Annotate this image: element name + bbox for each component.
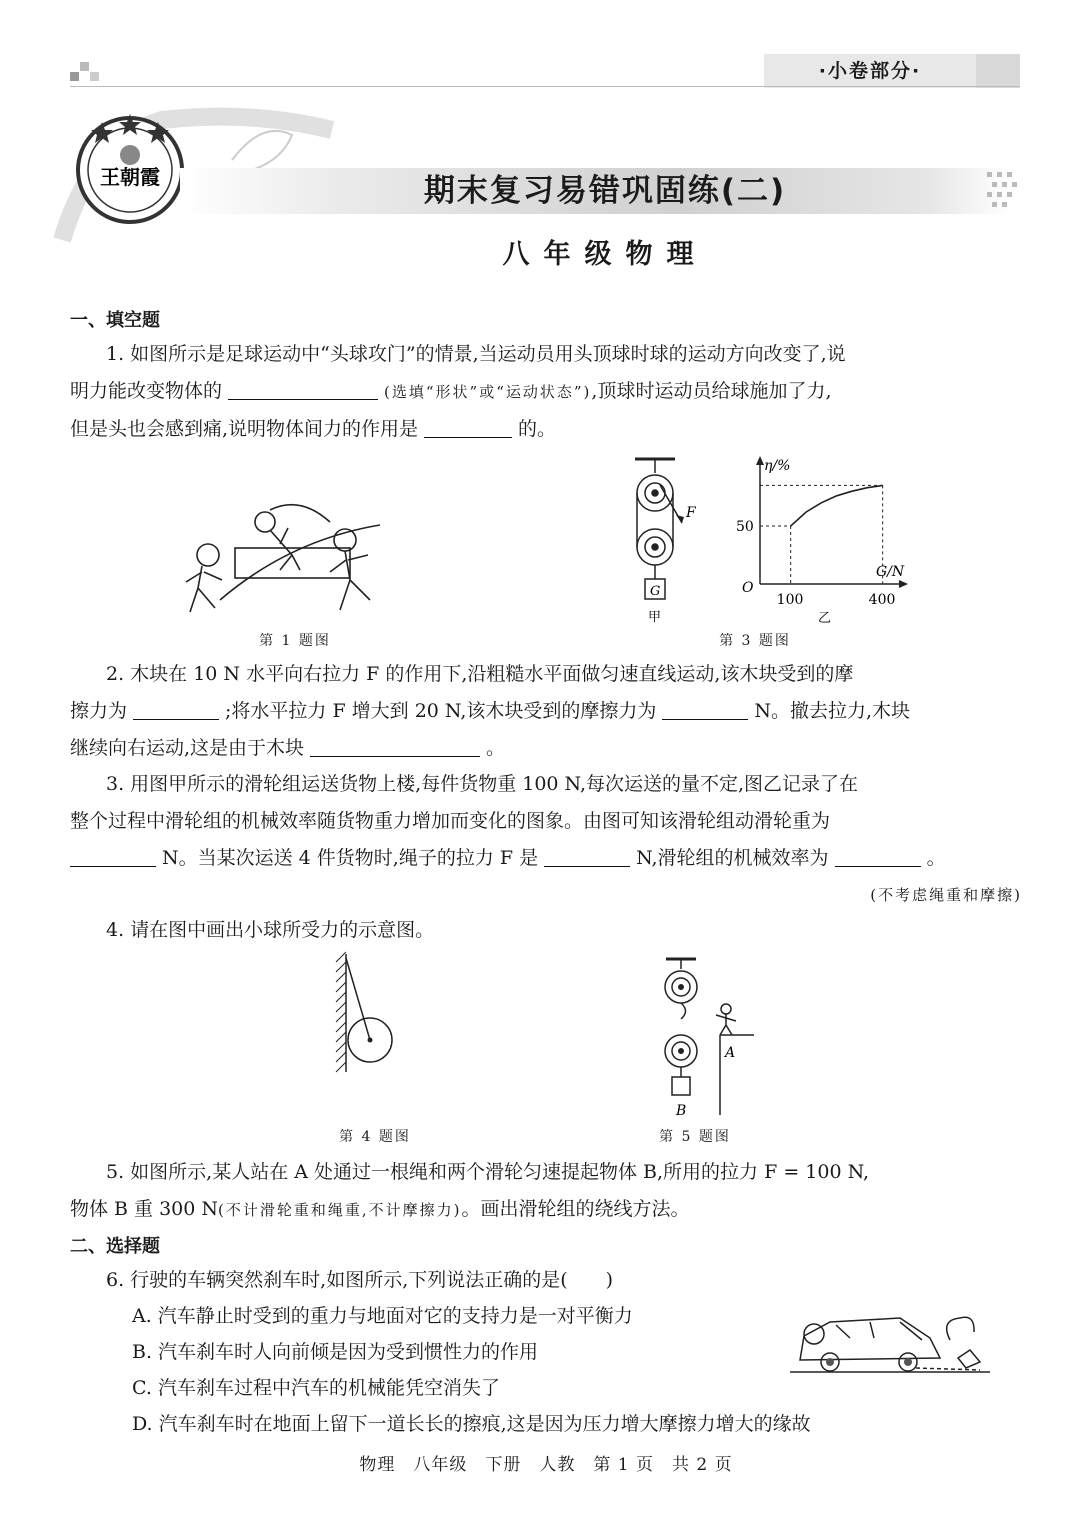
figure-3-pulley-jia [620,455,710,625]
origin-label: O [742,580,754,596]
y-axis-label: η/% [764,458,791,474]
y-axis-arrow [756,456,764,465]
q3-line-c: N。当某次运送 4 件货物时,绳子的拉力 F 是 N,滑轮组的机械效率为 。 [70,840,1022,877]
question-6-stem: 6. 行驶的车辆突然刹车时,如图所示,下列说法正确的是( ) [106,1269,614,1291]
page-title: 期末复习易错巩固练(二) [423,173,787,209]
figure-5-pulley-person [650,955,770,1120]
question-2 [70,656,1022,767]
q2-line-c: 继续向右运动,这是由于木块 。 [70,737,506,759]
header-tag: ·小卷部分· [764,54,976,88]
q2-blank-1[interactable] [133,700,219,720]
figure-6-car-braking [790,1310,1010,1380]
section-choice-heading: 二、选择题 [70,1236,160,1257]
q3-line-b: 整个过程中滑轮组的机械效率随货物重力增加而变化的图象。由图可知该滑轮组动滑轮重为 [70,810,831,832]
question-4: 4. 请在图中画出小球所受力的示意图。 [106,919,435,941]
question-1 [70,336,1022,448]
q3-blank-2[interactable] [544,847,630,867]
page-subtitle: 八年级物理 [502,239,708,270]
y-tick-50: 50 [736,519,754,535]
title-dots-decoration [985,168,1025,214]
option-b[interactable]: B. 汽车刹车时人向前倾是因为受到惯性力的作用 [132,1341,539,1363]
question-5 [70,1154,1022,1229]
q3-blank-3[interactable] [835,847,921,867]
force-label: F [686,505,696,521]
fig3-caption: 第 3 题图 [719,633,791,649]
point-B-label: B [676,1103,687,1119]
x-tick-400: 400 [868,592,896,608]
fig1-caption: 第 1 题图 [259,633,331,649]
header-divider [70,86,1020,87]
fig5-caption: 第 5 题图 [659,1129,731,1145]
q2-line-a: 2. 木块在 10 N 水平向右拉力 F 的作用下,沿粗糙水平面做匀速直线运动,该木块受到的摩 [106,663,854,685]
q5-line-b: 物体 B 重 300 N(不计滑轮重和绳重,不计摩擦力)。画出滑轮组的绕线方法。 [70,1198,690,1220]
q3-line-a: 3. 用图甲所示的滑轮组运送货物上楼,每件货物重 100 N,每次运送的量不定,图乙记录了在 [106,773,859,795]
q1-blank-1[interactable] [228,380,378,400]
x-tick-100: 100 [776,592,804,608]
fig4-caption: 第 4 题图 [339,1129,411,1145]
x-axis-label: G/N [876,564,905,580]
efficiency-curve [791,485,883,526]
q1-line-c: 但是头也会感到痛,说明物体间力的作用是 的。 [70,418,557,440]
section-fill-heading: 一、填空题 [70,310,160,331]
weight-label: G [650,584,661,599]
figure-3-chart-yi [730,450,920,630]
x-axis-arrow [899,580,908,588]
option-c[interactable]: C. 汽车刹车过程中汽车的机械能凭空消失了 [132,1377,500,1399]
q1-blank-2[interactable] [424,418,512,438]
q1-line-a: 1. 如图所示是足球运动中“头球攻门”的情景,当运动员用头顶球时球的运动方向改变了,说 [106,343,846,365]
jia-label: 甲 [648,610,662,625]
logo-text: 王朝霞 [100,165,160,189]
yi-label: 乙 [818,611,832,626]
q3-note: (不考虑绳重和摩擦) [870,886,1022,904]
q2-blank-3[interactable] [310,737,480,757]
q5-line-a: 5. 如图所示,某人站在 A 处通过一根绳和两个滑轮匀速提起物体 B,所用的拉力 F = 100 N, [106,1161,870,1183]
q3-blank-1[interactable] [70,847,156,867]
corner-squares [70,62,100,84]
point-A-label: A [725,1045,736,1061]
page-footer: 物理 八年级 下册 人教 第 1 页 共 2 页 [359,1455,733,1475]
option-d[interactable]: D. 汽车刹车时在地面上留下一道长长的擦痕,这是因为压力增大摩擦力增大的缘故 [132,1413,811,1435]
option-a[interactable]: A. 汽车静止时受到的重力与地面对它的支持力是一对平衡力 [132,1305,633,1327]
figure-1-soccer [180,500,410,620]
q2-line-b: 擦力为 ;将水平拉力 F 增大到 20 N,该木块受到的摩擦力为 N。撤去拉力,木块 [70,700,911,722]
q2-blank-2[interactable] [662,700,748,720]
q1-line-b: 明力能改变物体的 (选填“形状”或“运动状态”),顶球时运动员给球施加了力, [70,380,832,402]
question-3 [70,766,1022,914]
figure-4-ball-wall [330,950,410,1080]
